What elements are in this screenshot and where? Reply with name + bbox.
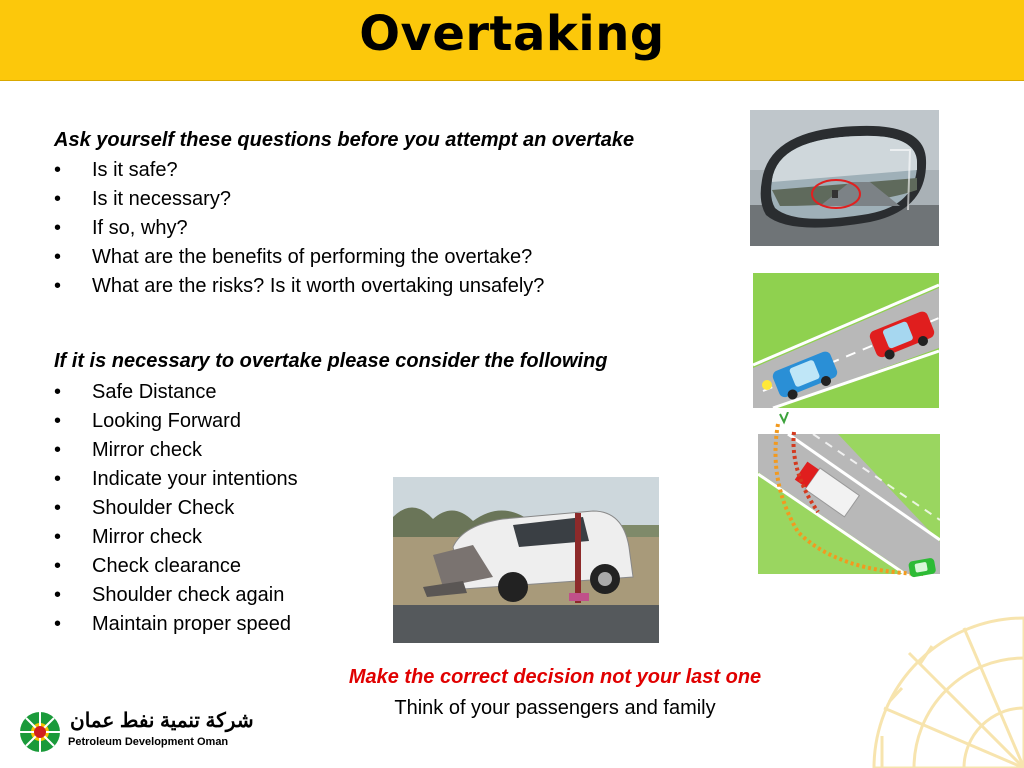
logo-english-text: Petroleum Development Oman bbox=[68, 736, 229, 748]
pdo-logo bbox=[18, 708, 258, 754]
consideration-item bbox=[54, 552, 298, 581]
consideration-item-text: Looking Forward bbox=[92, 410, 241, 432]
bullet-icon: • bbox=[54, 497, 62, 519]
question-item bbox=[54, 272, 544, 301]
bullet-icon: • bbox=[54, 613, 62, 635]
bullet-icon: • bbox=[54, 526, 62, 548]
title-bar bbox=[0, 0, 1024, 81]
bullet-icon: • bbox=[54, 468, 62, 490]
crashed-vehicle-photo bbox=[393, 477, 659, 643]
bullet-icon: • bbox=[54, 159, 62, 181]
consideration-item-text: Mirror check bbox=[92, 526, 203, 548]
questions-list bbox=[54, 156, 544, 301]
tagline-passengers: Think of your passengers and family bbox=[394, 697, 716, 719]
consideration-item-text: Check clearance bbox=[92, 555, 241, 577]
consideration-item bbox=[54, 407, 298, 436]
considerations-heading: If it is necessary to overtake please consider the following bbox=[54, 350, 608, 372]
consideration-item-text: Shoulder check again bbox=[92, 584, 285, 606]
questions-heading: Ask yourself these questions before you attempt an overtake bbox=[54, 129, 635, 151]
question-item-text: Is it safe? bbox=[92, 159, 178, 181]
slide-title: Overtaking bbox=[359, 6, 665, 62]
lane-change-illustration bbox=[753, 273, 939, 408]
consideration-item bbox=[54, 465, 298, 494]
tagline-warning: Make the correct decision not your last one bbox=[348, 666, 762, 688]
consideration-item bbox=[54, 523, 298, 552]
bullet-icon: • bbox=[54, 555, 62, 577]
consideration-item bbox=[54, 494, 298, 523]
consideration-item-text: Mirror check bbox=[92, 439, 203, 461]
bullet-icon: • bbox=[54, 275, 62, 297]
pdo-emblem-icon bbox=[18, 710, 62, 754]
question-item-text: Is it necessary? bbox=[92, 188, 231, 210]
side-mirror-photo bbox=[750, 110, 939, 246]
consideration-item bbox=[54, 581, 298, 610]
question-item bbox=[54, 185, 544, 214]
question-item-text: If so, why? bbox=[92, 217, 188, 239]
logo-arabic-text: شركة تنمية نفط عمان bbox=[70, 710, 254, 732]
question-item bbox=[54, 214, 544, 243]
bullet-icon: • bbox=[54, 188, 62, 210]
bullet-icon: • bbox=[54, 584, 62, 606]
question-item-text: What are the risks? Is it worth overtaking unsafely? bbox=[92, 275, 545, 297]
consideration-item-text: Safe Distance bbox=[92, 381, 217, 403]
consideration-item bbox=[54, 378, 298, 407]
question-item bbox=[54, 156, 544, 185]
considerations-list bbox=[54, 378, 298, 639]
bullet-icon: • bbox=[54, 410, 62, 432]
consideration-item bbox=[54, 610, 298, 639]
bullet-icon: • bbox=[54, 217, 62, 239]
consideration-item-text: Indicate your intentions bbox=[92, 468, 298, 490]
bullet-icon: • bbox=[54, 439, 62, 461]
question-item bbox=[54, 243, 544, 272]
consideration-item-text: Maintain proper speed bbox=[92, 613, 292, 635]
consideration-item bbox=[54, 436, 298, 465]
question-item-text: What are the benefits of performing the overtake? bbox=[92, 246, 533, 268]
bullet-icon: • bbox=[54, 246, 62, 268]
consideration-item-text: Shoulder Check bbox=[92, 497, 235, 519]
bullet-icon: • bbox=[54, 381, 62, 403]
overtake-path-illustration bbox=[758, 412, 940, 594]
